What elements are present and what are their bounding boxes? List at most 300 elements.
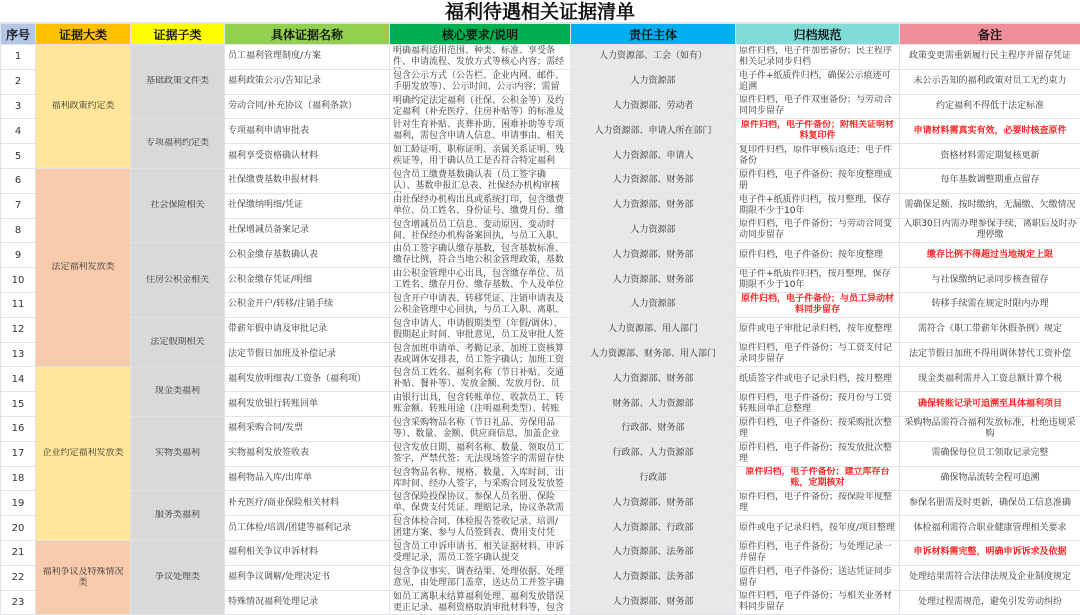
header-responsible[interactable]: 责任主体 [571,24,736,45]
requirement-cell-text: 包含保险投保协议、参保人员名册、保险单、保费支付凭证、理赔记录，协议条款需 [390,491,570,515]
category-cell[interactable] [36,45,131,169]
evidence-name-cell-text: 福利发放银行转账回单 [225,393,389,416]
archive-cell[interactable] [736,69,900,94]
evidence-name-cell[interactable] [225,540,390,565]
archive-cell[interactable] [736,119,900,144]
responsible-cell[interactable] [571,516,736,541]
requirement-cell-text: 包含体检合同、体检报告签收记录、培训/团建方案、参与人员签到表、费用支付凭 [390,516,570,540]
evidence-name-cell[interactable] [225,218,390,243]
responsible-cell-text: 行政部、人力资源部 [571,442,735,465]
requirement-cell[interactable] [390,168,571,193]
subcategory-cell-text: 专项福利约定类 [131,138,224,149]
note-cell[interactable] [900,69,1080,94]
requirement-cell-text: 如工龄证明、职称证明、亲属关系证明、残疾证等，用于确认员工是否符合特定福利 [390,144,570,168]
archive-cell-text: 原件归档，电子件备份；按保险年度整理 [736,492,899,515]
header-subcategory[interactable]: 证据子类 [131,24,225,45]
requirement-cell[interactable] [390,516,571,541]
responsible-cell[interactable] [571,268,736,293]
note-cell-text: 资格材料需定期复核更新 [900,145,1080,168]
responsible-cell[interactable] [571,218,736,243]
archive-cell[interactable] [736,292,900,317]
category-cell[interactable] [36,168,131,366]
evidence-name-cell[interactable] [225,243,390,268]
category-cell[interactable] [36,540,131,614]
row-index[interactable] [1,218,36,243]
responsible-cell-text: 行政部 [571,467,735,490]
requirement-cell[interactable] [390,441,571,466]
evidence-name-cell[interactable] [225,441,390,466]
subcategory-cell-text: 争议处理类 [131,572,224,583]
sheet-title: 福利待遇相关证据清单 [0,0,1080,23]
subcategory-cell-text: 住房公积金相关 [131,275,224,286]
requirement-cell[interactable] [390,243,571,268]
responsible-cell-text: 人力资源部、申请人所在部门 [571,120,735,143]
archive-cell-text: 原件归档，电子件备份；与处理记录一并留存 [736,541,899,564]
archive-cell[interactable] [736,367,900,392]
note-cell-text: 每年基数调整期重点留存 [900,169,1080,192]
note-cell[interactable] [900,491,1080,516]
evidence-name-cell-text: 公积金缴存基数确认表 [225,244,389,267]
archive-cell-text: 原件归档，电子件备份；送达凭证同步留存 [736,566,899,589]
archive-cell-text: 原件或电子审批记录归档，按年度整理 [736,318,899,341]
evidence-name-cell[interactable] [225,367,390,392]
requirement-cell[interactable] [390,342,571,367]
note-cell[interactable] [900,441,1080,466]
requirement-cell-text: 明确福利适用范围、种类、标准、享受条件、申请流程、发放方式等核心内容；需经 [390,45,570,69]
note-cell[interactable] [900,45,1080,70]
evidence-name-cell-text: 福利政策公示/告知记录 [225,70,389,93]
responsible-cell[interactable] [571,317,736,342]
archive-cell[interactable] [736,441,900,466]
note-cell-text: 确保物品流转全程可追溯 [900,467,1080,490]
row-index[interactable] [1,540,36,565]
note-cell[interactable] [900,540,1080,565]
note-cell[interactable] [900,119,1080,144]
requirement-cell[interactable] [390,317,571,342]
row-index-text: 15 [1,393,35,416]
evidence-name-cell-text: 法定节假日加班及补偿记录 [225,343,389,366]
archive-cell[interactable] [736,392,900,417]
category-cell-text: 福利政策约定类 [36,101,130,112]
row-index[interactable] [1,491,36,516]
requirement-cell[interactable] [390,540,571,565]
requirement-cell[interactable] [390,466,571,491]
responsible-cell-text: 人力资源部、财务部 [571,269,735,292]
archive-cell[interactable] [736,45,900,70]
header-index[interactable]: 序号 [1,24,36,45]
category-cell[interactable] [36,367,131,541]
archive-cell-text: 原件归档，电子件备份；建立库存台账，定期核对 [736,467,899,490]
requirement-cell-text: 包含增减员员工信息、变动原因、变动时间、社保经办机构备案回执，与员工入职、 [390,219,570,243]
header-evidence-name[interactable]: 具体证据名称 [225,24,390,45]
archive-cell-text: 原件归档，电子件备份；按年度整理 [736,244,899,267]
archive-cell[interactable] [736,268,900,293]
note-cell-text: 采购物品需符合福利发放标准，杜绝违规采购 [900,417,1080,440]
note-cell[interactable] [900,565,1080,590]
category-cell-text: 法定福利发放类 [36,262,130,273]
requirement-cell[interactable] [390,45,571,70]
row-index-text: 12 [1,318,35,341]
responsible-cell[interactable] [571,45,736,70]
note-cell-text: 约定福利不得低于法定标准 [900,95,1080,118]
header-requirements[interactable]: 核心要求/说明 [390,24,571,45]
archive-cell[interactable] [736,416,900,441]
archive-cell-text: 电子件+纸质件归档，按月整理，保存期限不少于10年 [736,194,899,217]
archive-cell-text: 原件或电子记录归档，按年度/项目整理 [736,517,899,540]
responsible-cell[interactable] [571,168,736,193]
archive-cell-text: 原件归档，电子件备份；按月份与工资转账回单汇总整理 [736,393,899,416]
note-cell[interactable] [900,144,1080,169]
category-cell-text: 福利争议及特殊情况类 [36,567,130,589]
note-cell-text: 政策变更需重新履行民主程序并留存凭证 [900,46,1080,69]
row-index[interactable] [1,392,36,417]
requirement-cell-text: 由员工签字确认缴存基数，包含基数标准、缴存比例，符合当地公积金管理政策，基数 [390,243,570,267]
archive-cell[interactable] [736,243,900,268]
row-index[interactable] [1,268,36,293]
row-index[interactable] [1,590,36,615]
evidence-name-cell-text: 福利享受资格确认材料 [225,145,389,168]
requirement-cell-text: 包含公示方式（公告栏、企业内网、邮件、手册发放等）、公示时间、公示内容；需留 [390,70,570,94]
evidence-name-cell-text: 社保缴纳明细/凭证 [225,194,389,217]
archive-cell-text: 原件归档，电子件备份；与劳动合同变动同步留存 [736,219,899,242]
evidence-name-cell[interactable] [225,590,390,615]
evidence-name-cell[interactable] [225,416,390,441]
archive-cell-text: 电子件+纸质件归档，按月整理，保存期限不少于10年 [736,269,899,292]
subcategory-cell[interactable] [131,416,225,490]
row-index-text: 4 [1,120,35,143]
responsible-cell-text: 财务部、人力资源部 [571,393,735,416]
responsible-cell[interactable] [571,441,736,466]
evidence-name-cell-text: 员工福利管理制度/方案 [225,46,389,69]
evidence-name-cell-text: 补充医疗/商业保险相关材料 [225,492,389,515]
subcategory-cell[interactable] [131,45,225,119]
requirement-cell-text: 包含采购物品名称（节日礼品、劳保用品等）、数量、金额、供应商信息，加盖企业 [390,417,570,441]
responsible-cell-text: 人力资源部 [571,293,735,316]
note-cell[interactable] [900,193,1080,218]
row-index-text: 18 [1,467,35,490]
subcategory-cell-text: 现金类福利 [131,386,224,397]
row-index[interactable] [1,45,36,70]
note-cell[interactable] [900,168,1080,193]
archive-cell-text: 原件归档，电子件备份；按采购批次整理 [736,417,899,440]
note-cell-text: 现金类福利需并入工资总额计算个税 [900,368,1080,391]
evidence-name-cell[interactable] [225,516,390,541]
responsible-cell[interactable] [571,342,736,367]
requirement-cell[interactable] [390,119,571,144]
row-index-text: 3 [1,95,35,118]
evidence-name-cell[interactable] [225,69,390,94]
row-index[interactable] [1,317,36,342]
evidence-name-cell-text: 福利争议调解/处理决定书 [225,566,389,589]
note-cell-text: 处理结果需符合法律法规及企业制度规定 [900,566,1080,589]
note-cell[interactable] [900,268,1080,293]
requirement-cell[interactable] [390,268,571,293]
table-row [1,491,1080,516]
row-index[interactable] [1,367,36,392]
responsible-cell[interactable] [571,119,736,144]
subcategory-cell-text: 法定假期相关 [131,337,224,348]
evidence-name-cell[interactable] [225,317,390,342]
note-cell[interactable] [900,94,1080,119]
row-index-text: 17 [1,442,35,465]
responsible-cell[interactable] [571,292,736,317]
evidence-name-cell-text: 员工体检/培训/团建等福利记录 [225,517,389,540]
responsible-cell[interactable] [571,416,736,441]
table-row [1,119,1080,144]
responsible-cell-text: 行政部、财务部 [571,417,735,440]
responsible-cell-text: 人力资源部、财务部 [571,244,735,267]
row-index-text: 9 [1,244,35,267]
archive-cell-text: 原件归档，电子件备份；按年度整理成册 [736,169,899,192]
note-cell-text: 确保转账记录可追溯至具体福利项目 [900,393,1080,416]
responsible-cell-text: 人力资源部、财务部 [571,169,735,192]
archive-cell-text: 原件归档，电子件备份；与工资支付记录同步留存 [736,343,899,366]
note-cell-text: 法定节假日加班不得用调休替代工资补偿 [900,343,1080,366]
requirement-cell[interactable] [390,491,571,516]
table-row [1,317,1080,342]
archive-cell[interactable] [736,342,900,367]
responsible-cell[interactable] [571,193,736,218]
subcategory-cell[interactable] [131,540,225,614]
responsible-cell[interactable] [571,367,736,392]
responsible-cell[interactable] [571,491,736,516]
note-cell-text: 参保名册需及时更新，确保员工信息准确 [900,492,1080,515]
requirement-cell-text: 包含争议事实、调查结果、处理依据、处理意见，由处理部门盖章，送达员工并签字确 [390,566,570,590]
note-cell-text: 申诉材料需完整，明确申诉诉求及依据 [900,541,1080,564]
requirement-cell-text: 包含加班申请单、考勤记录、加班工资核算表或调休安排表，员工签字确认；加班工资 [390,343,570,367]
evidence-name-cell[interactable] [225,119,390,144]
evidence-name-cell[interactable] [225,268,390,293]
evidence-name-cell[interactable] [225,144,390,169]
row-index-text: 10 [1,269,35,292]
row-index[interactable] [1,342,36,367]
archive-cell-text: 电子件+纸质件归档，确保公示痕迹可追溯 [736,70,899,93]
row-index-text: 5 [1,145,35,168]
archive-cell[interactable] [736,193,900,218]
archive-cell[interactable] [736,168,900,193]
requirement-cell[interactable] [390,392,571,417]
subcategory-cell-text: 服务类福利 [131,510,224,521]
note-cell[interactable] [900,317,1080,342]
archive-cell-text: 原件归档，电子件备份；与相关业务材料同步留存 [736,591,899,614]
table-row [1,540,1080,565]
note-cell-text: 需确保每位员工领取记录完整 [900,442,1080,465]
evidence-name-cell[interactable] [225,491,390,516]
requirement-cell[interactable] [390,94,571,119]
archive-cell[interactable] [736,317,900,342]
subcategory-cell-text: 社会保险相关 [131,200,224,211]
row-index[interactable] [1,292,36,317]
archive-cell-text: 原件归档，电子件备份；附相关证明材料复印件 [736,120,899,143]
responsible-cell[interactable] [571,94,736,119]
row-index-text: 21 [1,541,35,564]
responsible-cell-text: 人力资源部、财务部 [571,368,735,391]
evidence-name-cell-text: 带薪年假申请及审批记录 [225,318,389,341]
archive-cell[interactable] [736,540,900,565]
row-index-text: 2 [1,70,35,93]
evidence-name-cell-text: 劳动合同/补充协议（福利条款） [225,95,389,118]
requirement-cell[interactable] [390,590,571,615]
note-cell-text: 体检福利需符合职业健康管理相关要求 [900,517,1080,540]
subcategory-cell[interactable] [131,168,225,242]
table-row [1,168,1080,193]
requirement-cell-text: 明确约定法定福利（社保、公积金等）及约定福利（补充医疗、住房补贴等）的标准及 [390,95,570,119]
row-index[interactable] [1,119,36,144]
responsible-cell-text: 人力资源部、财务部 [571,591,735,614]
row-index-text: 16 [1,417,35,440]
archive-cell[interactable] [736,218,900,243]
row-index[interactable] [1,193,36,218]
row-index[interactable] [1,416,36,441]
evidence-name-cell-text: 福利发放明细表/工资条（福利项） [225,368,389,391]
responsible-cell-text: 人力资源部、劳动者 [571,95,735,118]
note-cell[interactable] [900,516,1080,541]
note-cell[interactable] [900,367,1080,392]
subcategory-cell[interactable] [131,317,225,367]
archive-cell[interactable] [736,590,900,615]
requirement-cell-text: 如员工离职未结算福利处理、福利发放错误更正记录、福利资格取消审批材料等，包含 [390,591,570,615]
archive-cell[interactable] [736,466,900,491]
header-archive[interactable]: 归档规范 [736,24,900,45]
responsible-cell[interactable] [571,540,736,565]
note-cell[interactable] [900,590,1080,615]
requirement-cell[interactable] [390,69,571,94]
note-cell[interactable] [900,342,1080,367]
header-notes[interactable]: 备注 [900,24,1080,45]
archive-cell[interactable] [736,144,900,169]
subcategory-cell[interactable] [131,243,225,317]
archive-cell-text: 原件归档，电子件备份；按发放批次整理 [736,442,899,465]
responsible-cell[interactable] [571,565,736,590]
responsible-cell[interactable] [571,466,736,491]
requirement-cell-text: 包含员工申诉申请书、相关证据材料、申诉受理记录，需员工签字确认提交 [390,541,570,565]
requirement-cell[interactable] [390,218,571,243]
requirement-cell[interactable] [390,416,571,441]
archive-cell[interactable] [736,516,900,541]
requirement-cell-text: 包含发放日期、福利名称、数量、领取员工签字，严禁代签；无法现场签字的需留存快 [390,442,570,466]
responsible-cell-text: 人力资源部、财务部 [571,194,735,217]
row-index-text: 14 [1,368,35,391]
row-index[interactable] [1,565,36,590]
row-index[interactable] [1,144,36,169]
requirement-cell[interactable] [390,144,571,169]
header-category[interactable]: 证据大类 [36,24,131,45]
evidence-name-cell-text: 公积金缴存凭证/明细 [225,269,389,292]
evidence-table [0,23,1080,615]
note-cell[interactable] [900,466,1080,491]
evidence-name-cell[interactable] [225,392,390,417]
evidence-name-cell[interactable] [225,466,390,491]
requirement-cell-text: 由社保经办机构出具或系统打印，包含缴费单位、员工姓名、身份证号、缴费月份、缴 [390,194,570,218]
note-cell[interactable] [900,218,1080,243]
row-index-text: 6 [1,169,35,192]
row-index[interactable] [1,168,36,193]
requirement-cell[interactable] [390,565,571,590]
row-index-text: 20 [1,517,35,540]
row-index-text: 7 [1,194,35,217]
archive-cell[interactable] [736,491,900,516]
note-cell[interactable] [900,243,1080,268]
subcategory-cell[interactable] [131,367,225,417]
subcategory-cell-text: 实物类福利 [131,448,224,459]
responsible-cell-text: 人力资源部、用人部门 [571,318,735,341]
requirement-cell-text: 包含员工缴费基数确认表（员工签字确认）、基数申报汇总表、社保经办机构审核 [390,169,570,193]
responsible-cell-text: 人力资源部、法务部 [571,541,735,564]
responsible-cell[interactable] [571,243,736,268]
subcategory-cell[interactable] [131,491,225,541]
row-index-text: 19 [1,492,35,515]
requirement-cell-text: 由银行出具，包含转账单位、收款员工、转账金额、转账用途（注明福利类型）、转账 [390,392,570,416]
responsible-cell-text: 人力资源部、行政部 [571,517,735,540]
evidence-name-cell[interactable] [225,193,390,218]
note-cell-text: 未公示告知的福利政策对员工无约束力 [900,70,1080,93]
header-row [1,24,1080,45]
table-row [1,367,1080,392]
responsible-cell-text: 人力资源部 [571,219,735,242]
evidence-name-cell[interactable] [225,292,390,317]
category-cell-text: 企业约定福利发放类 [36,448,130,459]
responsible-cell[interactable] [571,590,736,615]
archive-cell-text: 原件归档，电子件备份；与员工异动材料同步留存 [736,293,899,316]
evidence-name-cell-text: 专项福利申请审批表 [225,120,389,143]
note-cell-text: 入职30日内需办理参保手续，离职后及时办理停缴 [900,219,1080,242]
responsible-cell-text: 人力资源部、申请人 [571,145,735,168]
responsible-cell[interactable] [571,392,736,417]
responsible-cell-text: 人力资源部、财务部 [571,492,735,515]
row-index-text: 1 [1,46,35,69]
requirement-cell-text: 包含开户申请表、转移凭证、注销申请表及公积金管理中心回执，与员工入职、离职、 [390,293,570,317]
row-index[interactable] [1,441,36,466]
row-index-text: 22 [1,566,35,589]
row-index[interactable] [1,94,36,119]
evidence-name-cell-text: 社保增减员备案记录 [225,219,389,242]
subcategory-cell[interactable] [131,119,225,169]
note-cell[interactable] [900,416,1080,441]
row-index[interactable] [1,69,36,94]
requirement-cell-text: 由公积金管理中心出具，包含缴存单位、员工姓名、缴存月份、缴存基数、个人及单位 [390,268,570,292]
subcategory-cell-text: 基础政策文件类 [131,76,224,87]
responsible-cell-text: 人力资源部、财务部、用人部门 [571,343,735,366]
row-index-text: 8 [1,219,35,242]
responsible-cell[interactable] [571,69,736,94]
evidence-name-cell[interactable] [225,342,390,367]
row-index[interactable] [1,516,36,541]
row-index[interactable] [1,243,36,268]
note-cell[interactable] [900,392,1080,417]
requirement-cell-text: 针对生育补贴、丧葬补助、困难补助等专项福利，需包含申请人信息、申请事由、相关 [390,119,570,143]
evidence-name-cell-text: 福利物品入库/出库单 [225,467,389,490]
note-cell-text: 申请材料需真实有效，必要时核查原件 [900,120,1080,143]
requirement-cell[interactable] [390,367,571,392]
evidence-name-cell[interactable] [225,565,390,590]
row-index-text: 13 [1,343,35,366]
evidence-name-cell-text: 公积金开户/转移/注销手续 [225,293,389,316]
note-cell-text: 处理过程需规范，避免引发劳动纠纷 [900,591,1080,614]
evidence-name-cell[interactable] [225,94,390,119]
responsible-cell[interactable] [571,144,736,169]
row-index[interactable] [1,466,36,491]
requirement-cell[interactable] [390,193,571,218]
archive-cell-text: 原件归档，电子件双重备份；与劳动合同同步留存 [736,95,899,118]
evidence-name-cell[interactable] [225,168,390,193]
evidence-name-cell[interactable] [225,45,390,70]
table-row [1,45,1080,70]
note-cell-text: 需符合《职工带薪年休假条例》规定 [900,318,1080,341]
requirement-cell[interactable] [390,292,571,317]
archive-cell[interactable] [736,565,900,590]
note-cell[interactable] [900,292,1080,317]
archive-cell[interactable] [736,94,900,119]
